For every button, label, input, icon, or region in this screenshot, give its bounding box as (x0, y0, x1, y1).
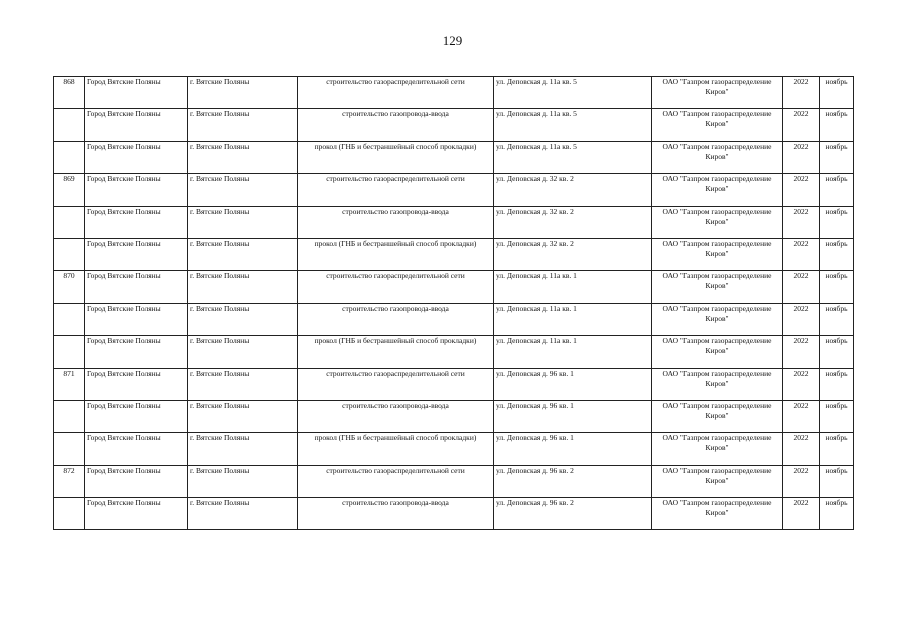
month-cell: ноябрь (820, 271, 854, 303)
settlement-cell: г. Вятские Поляны (188, 109, 298, 141)
month-cell: ноябрь (820, 465, 854, 497)
work-type-cell: строительство газопровода-ввода (298, 109, 494, 141)
municipality-cell: Город Вятские Поляны (85, 498, 188, 530)
address-cell: ул. Деповская д. 11а кв. 5 (494, 77, 652, 109)
address-cell: ул. Деповская д. 11а кв. 1 (494, 336, 652, 368)
month-cell: ноябрь (820, 206, 854, 238)
table-body (54, 77, 854, 530)
municipality-cell: Город Вятские Поляны (85, 433, 188, 465)
settlement-cell: г. Вятские Поляны (188, 433, 298, 465)
organization-cell: ОАО "Газпром газораспределение Киров" (652, 465, 783, 497)
work-type-cell: прокол (ГНБ и бестраншейный способ прокладки) (298, 238, 494, 270)
year-cell: 2022 (783, 498, 820, 530)
row-number-cell: 869 (54, 174, 85, 206)
address-cell: ул. Деповская д. 96 кв. 1 (494, 433, 652, 465)
month-cell: ноябрь (820, 336, 854, 368)
table-row (54, 303, 854, 335)
address-cell: ул. Деповская д. 32 кв. 2 (494, 174, 652, 206)
organization-cell: ОАО "Газпром газораспределение Киров" (652, 206, 783, 238)
row-number-cell: 868 (54, 77, 85, 109)
table-row (54, 498, 854, 530)
year-cell: 2022 (783, 141, 820, 173)
month-cell: ноябрь (820, 303, 854, 335)
settlement-cell: г. Вятские Поляны (188, 238, 298, 270)
settlement-cell: г. Вятские Поляны (188, 206, 298, 238)
settlement-cell: г. Вятские Поляны (188, 77, 298, 109)
row-number-cell (54, 498, 85, 530)
table-row (54, 368, 854, 400)
settlement-cell: г. Вятские Поляны (188, 336, 298, 368)
settlement-cell: г. Вятские Поляны (188, 303, 298, 335)
settlement-cell: г. Вятские Поляны (188, 368, 298, 400)
address-cell: ул. Деповская д. 96 кв. 1 (494, 400, 652, 432)
year-cell: 2022 (783, 368, 820, 400)
row-number-cell: 871 (54, 368, 85, 400)
year-cell: 2022 (783, 109, 820, 141)
municipality-cell: Город Вятские Поляны (85, 368, 188, 400)
month-cell: ноябрь (820, 238, 854, 270)
work-type-cell: строительство газораспределительной сети (298, 465, 494, 497)
organization-cell: ОАО "Газпром газораспределение Киров" (652, 336, 783, 368)
year-cell: 2022 (783, 433, 820, 465)
municipality-cell: Город Вятские Поляны (85, 77, 188, 109)
municipality-cell: Город Вятские Поляны (85, 400, 188, 432)
month-cell: ноябрь (820, 400, 854, 432)
settlement-cell: г. Вятские Поляны (188, 465, 298, 497)
row-number-cell (54, 141, 85, 173)
row-number-cell (54, 336, 85, 368)
work-type-cell: строительство газопровода-ввода (298, 206, 494, 238)
work-type-cell: строительство газопровода-ввода (298, 498, 494, 530)
municipality-cell: Город Вятские Поляны (85, 141, 188, 173)
settlement-cell: г. Вятские Поляны (188, 498, 298, 530)
row-number-cell (54, 109, 85, 141)
row-number-cell: 870 (54, 271, 85, 303)
work-type-cell: строительство газораспределительной сети (298, 368, 494, 400)
municipality-cell: Город Вятские Поляны (85, 206, 188, 238)
year-cell: 2022 (783, 238, 820, 270)
table-row (54, 77, 854, 109)
organization-cell: ОАО "Газпром газораспределение Киров" (652, 109, 783, 141)
row-number-cell (54, 433, 85, 465)
work-type-cell: строительство газораспределительной сети (298, 174, 494, 206)
table-row (54, 238, 854, 270)
year-cell: 2022 (783, 174, 820, 206)
year-cell: 2022 (783, 400, 820, 432)
organization-cell: ОАО "Газпром газораспределение Киров" (652, 77, 783, 109)
year-cell: 2022 (783, 465, 820, 497)
address-cell: ул. Деповская д. 11а кв. 5 (494, 109, 652, 141)
address-cell: ул. Деповская д. 11а кв. 1 (494, 303, 652, 335)
organization-cell: ОАО "Газпром газораспределение Киров" (652, 174, 783, 206)
month-cell: ноябрь (820, 498, 854, 530)
month-cell: ноябрь (820, 433, 854, 465)
work-type-cell: строительство газораспределительной сети (298, 271, 494, 303)
work-type-cell: строительство газопровода-ввода (298, 303, 494, 335)
address-cell: ул. Деповская д. 96 кв. 2 (494, 465, 652, 497)
row-number-cell (54, 238, 85, 270)
address-cell: ул. Деповская д. 96 кв. 1 (494, 368, 652, 400)
month-cell: ноябрь (820, 109, 854, 141)
work-type-cell: прокол (ГНБ и бестраншейный способ прокладки) (298, 336, 494, 368)
municipality-cell: Город Вятские Поляны (85, 336, 188, 368)
organization-cell: ОАО "Газпром газораспределение Киров" (652, 238, 783, 270)
table-row (54, 206, 854, 238)
municipality-cell: Город Вятские Поляны (85, 303, 188, 335)
address-cell: ул. Деповская д. 11а кв. 1 (494, 271, 652, 303)
table-row (54, 433, 854, 465)
settlement-cell: г. Вятские Поляны (188, 174, 298, 206)
row-number-cell: 872 (54, 465, 85, 497)
table-row (54, 141, 854, 173)
works-table (53, 76, 854, 530)
month-cell: ноябрь (820, 141, 854, 173)
work-type-cell: строительство газопровода-ввода (298, 400, 494, 432)
organization-cell: ОАО "Газпром газораспределение Киров" (652, 303, 783, 335)
address-cell: ул. Деповская д. 96 кв. 2 (494, 498, 652, 530)
page-number: 129 (442, 33, 463, 48)
table-row (54, 271, 854, 303)
organization-cell: ОАО "Газпром газораспределение Киров" (652, 400, 783, 432)
work-type-cell: прокол (ГНБ и бестраншейный способ прокладки) (298, 433, 494, 465)
municipality-cell: Город Вятские Поляны (85, 174, 188, 206)
settlement-cell: г. Вятские Поляны (188, 271, 298, 303)
month-cell: ноябрь (820, 368, 854, 400)
work-type-cell: прокол (ГНБ и бестраншейный способ прокладки) (298, 141, 494, 173)
municipality-cell: Город Вятские Поляны (85, 109, 188, 141)
year-cell: 2022 (783, 336, 820, 368)
table-row (54, 109, 854, 141)
municipality-cell: Город Вятские Поляны (85, 465, 188, 497)
table-row (54, 465, 854, 497)
table-row (54, 400, 854, 432)
organization-cell: ОАО "Газпром газораспределение Киров" (652, 433, 783, 465)
municipality-cell: Город Вятские Поляны (85, 238, 188, 270)
year-cell: 2022 (783, 206, 820, 238)
row-number-cell (54, 400, 85, 432)
table-row (54, 174, 854, 206)
month-cell: ноябрь (820, 174, 854, 206)
organization-cell: ОАО "Газпром газораспределение Киров" (652, 498, 783, 530)
year-cell: 2022 (783, 77, 820, 109)
organization-cell: ОАО "Газпром газораспределение Киров" (652, 141, 783, 173)
year-cell: 2022 (783, 303, 820, 335)
year-cell: 2022 (783, 271, 820, 303)
municipality-cell: Город Вятские Поляны (85, 271, 188, 303)
address-cell: ул. Деповская д. 32 кв. 2 (494, 206, 652, 238)
table-row (54, 336, 854, 368)
row-number-cell (54, 303, 85, 335)
organization-cell: ОАО "Газпром газораспределение Киров" (652, 368, 783, 400)
address-cell: ул. Деповская д. 11а кв. 5 (494, 141, 652, 173)
row-number-cell (54, 206, 85, 238)
settlement-cell: г. Вятские Поляны (188, 400, 298, 432)
work-type-cell: строительство газораспределительной сети (298, 77, 494, 109)
month-cell: ноябрь (820, 77, 854, 109)
organization-cell: ОАО "Газпром газораспределение Киров" (652, 271, 783, 303)
settlement-cell: г. Вятские Поляны (188, 141, 298, 173)
address-cell: ул. Деповская д. 32 кв. 2 (494, 238, 652, 270)
